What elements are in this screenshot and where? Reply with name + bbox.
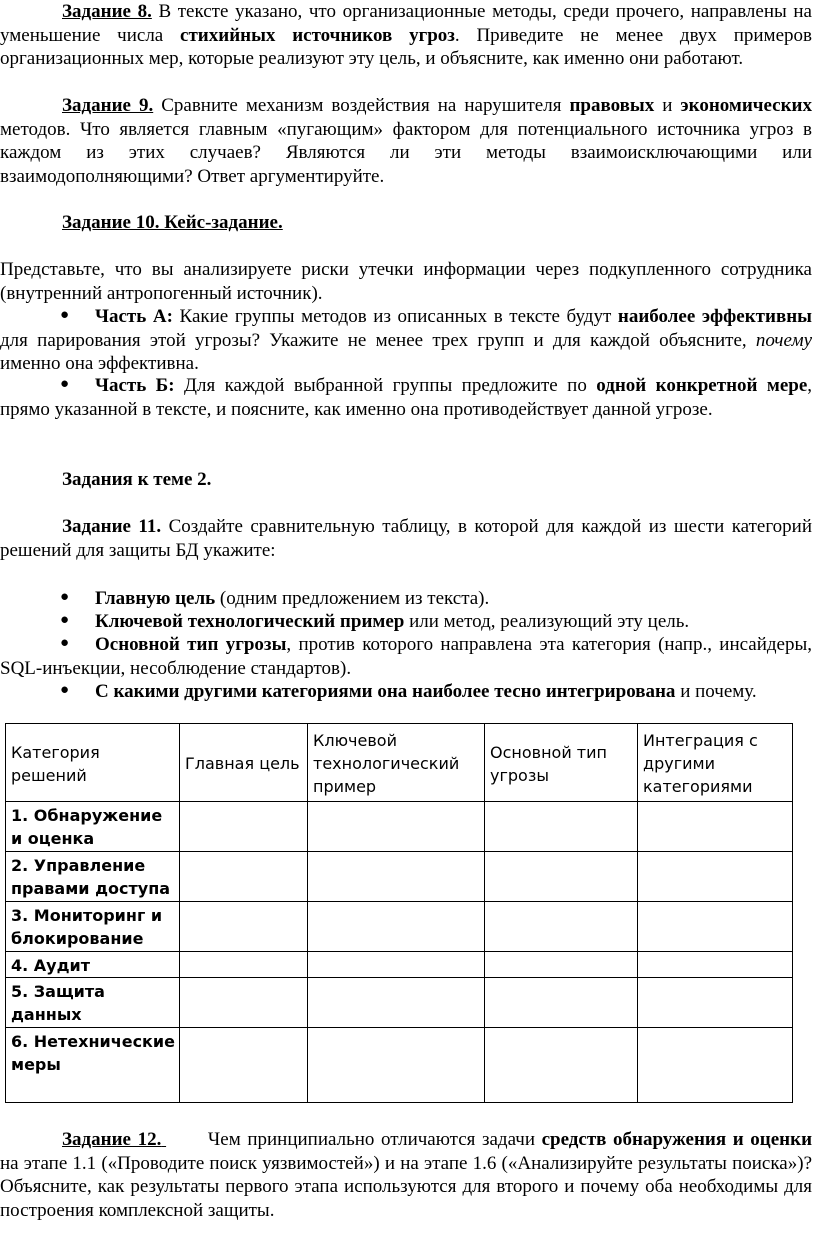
answer-cell[interactable] (180, 802, 308, 852)
answer-cell[interactable] (180, 1028, 308, 1103)
table-row (6, 1028, 793, 1103)
answer-cell[interactable] (308, 802, 485, 852)
answer-cell[interactable] (485, 1028, 638, 1103)
answer-cell[interactable] (638, 902, 793, 952)
answer-cell[interactable] (308, 978, 485, 1028)
answer-cell[interactable] (180, 852, 308, 902)
task-11: Задание 11. Создайте сравнительную таблицу, в которой для каждой из шести категорий решений для защиты БД укажите: (0, 516, 812, 561)
answer-cell[interactable] (638, 852, 793, 902)
answer-cell[interactable] (180, 952, 308, 978)
task-12: Задание 12. Чем принципиально отличаются задачи средств обнаружения и оценки на этапе 1.1 («Проводите поиск уязвимостей») и на этапе 1.6 («Анализируйте результаты поиска»)? Объясните, как результаты первого этапа используются для второго и почему оба необходимы для построения комплексной защиты. (0, 1129, 813, 1221)
category-cell: 4. Аудит (6, 952, 180, 978)
task-11-bullet: Главную цель (одним предложением из текста). (95, 588, 490, 609)
topic-2-heading: Задания к теме 2. (62, 469, 212, 490)
answer-cell[interactable] (638, 1028, 793, 1103)
table-row (6, 952, 793, 978)
task-8: Задание 8. В тексте указано, что организационные методы, среди прочего, направлены на уменьшение числа стихийных источников угроз. Приведите не менее двух примеров организационных мер, которые реализуют эту цель, и объясните, как именно они работают. (0, 1, 812, 70)
table-row (6, 902, 793, 952)
category-cell: 6. Нетехнические меры (6, 1028, 180, 1103)
table-header-cell: Категория решений (6, 724, 180, 802)
category-cell: 3. Мониторинг и блокирование (6, 902, 180, 952)
task-10-intro: Представьте, что вы анализируете риски утечки информации через подкупленного сотрудника (внутренний антропогенный источник). (0, 259, 812, 304)
answer-cell[interactable] (485, 952, 638, 978)
bullet-icon: ● (60, 635, 70, 651)
table-header-cell: Главная цель (180, 724, 308, 802)
task-9: Задание 9. Сравните механизм воздействия на нарушителя правовых и экономических методов. Что является главным «пугающим» фактором для потенциального источника угроз в каждом из этих случаев? Являются ли эти методы взаимоисключающими или взаимодополняющими? Ответ аргументируйте. (0, 95, 812, 187)
bullet-icon: ● (60, 612, 70, 628)
answer-cell[interactable] (308, 952, 485, 978)
task-11-bullet: Основной тип угрозы, против которого направлена эта категория (напр., инсайдеры, SQL-инъекции, несоблюдение стандартов). (0, 634, 813, 679)
table-header-cell: Основной тип угрозы (485, 724, 638, 802)
answer-cell[interactable] (485, 978, 638, 1028)
category-cell: 2. Управление правами доступа (6, 852, 180, 902)
answer-cell[interactable] (485, 802, 638, 852)
task-9-label: Задание 9. (62, 95, 154, 116)
bullet-icon: ● (60, 682, 70, 698)
answer-cell[interactable] (485, 852, 638, 902)
bullet-icon: ● (60, 376, 70, 392)
table-header-row (6, 724, 793, 802)
answer-cell[interactable] (180, 902, 308, 952)
answer-cell[interactable] (638, 978, 793, 1028)
answer-cell[interactable] (180, 978, 308, 1028)
table-row (6, 978, 793, 1028)
bullet-icon: ● (60, 589, 70, 605)
table-row (6, 852, 793, 902)
task-10-part-a: Часть А: Какие группы методов из описанных в тексте будут наиболее эффективны для парирования этой угрозы? Укажите не менее трех групп и для каждой объясните, почему именно она эффективна. (0, 306, 812, 375)
category-cell: 5. Защита данных (6, 978, 180, 1028)
table-row (6, 802, 793, 852)
category-cell: 1. Обнаружение и оценка (6, 802, 180, 852)
table-header-cell: Интеграция с другими категориями (638, 724, 793, 802)
task-11-bullet: С какими другими категориями она наиболее тесно интегрирована и почему. (95, 681, 757, 702)
answer-cell[interactable] (308, 852, 485, 902)
table-header-cell: Ключевой технологический пример (308, 724, 485, 802)
answer-cell[interactable] (638, 802, 793, 852)
task-11-bullet: Ключевой технологический пример или метод, реализующий эту цель. (95, 611, 690, 632)
task-12-label: Задание 12. (62, 1129, 162, 1150)
answer-cell[interactable] (308, 902, 485, 952)
answer-cell[interactable] (308, 1028, 485, 1103)
answer-cell[interactable] (485, 902, 638, 952)
answer-cell[interactable] (638, 952, 793, 978)
bullet-icon: ● (60, 307, 70, 323)
task-8-label: Задание 8. (62, 1, 152, 22)
comparison-table (5, 723, 793, 1103)
task-10-heading: Задание 10. Кейс-задание. (62, 212, 283, 233)
task-10-part-b: Часть Б: Для каждой выбранной группы предложите по одной конкретной мере, прямо указанной в тексте, и поясните, как именно она противодействует данной угрозе. (0, 375, 813, 420)
task-11-label: Задание 11. (62, 516, 162, 537)
